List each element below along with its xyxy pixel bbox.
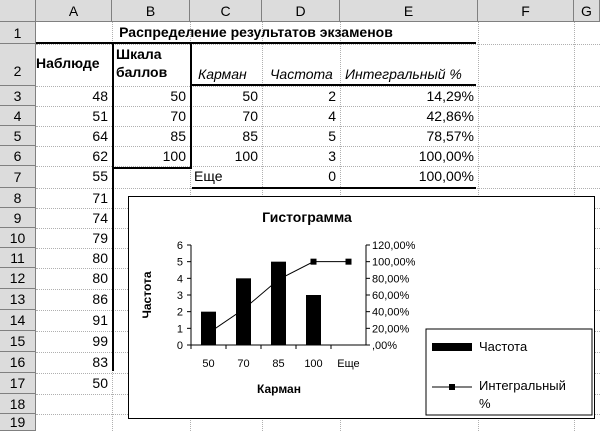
cell-observation[interactable]: 80 [92, 270, 108, 286]
cell-observation[interactable]: 51 [92, 108, 108, 124]
y2-tick-label: 100,00% [372, 256, 416, 269]
row-header-11[interactable]: 11 [0, 248, 36, 268]
y2-tick-label: 60,00% [372, 290, 410, 302]
y-tick-label: 3 [176, 290, 183, 302]
legend-swatch-frequency [432, 343, 472, 351]
x-tick-label: Еще [337, 358, 360, 370]
y2-tick-label: 120,00% [372, 240, 416, 252]
cell-observation[interactable]: 83 [92, 354, 108, 370]
y-axis-title: Частота [140, 271, 154, 319]
marker-cumulative [311, 259, 317, 265]
row-header-13[interactable]: 13 [0, 289, 36, 310]
x-tick-label: 85 [272, 358, 285, 370]
column-header-A[interactable]: A [36, 0, 112, 22]
cell-cumulative[interactable]: 14,29% [426, 88, 474, 104]
corner-cell[interactable] [0, 0, 36, 22]
marker-cumulative [346, 259, 352, 265]
sheet-title[interactable]: Распределение результатов экзаменов [119, 24, 393, 40]
legend-label-cumulative-line1: Интегральный [479, 378, 566, 393]
y-tick-label: 5 [176, 256, 183, 269]
row-header-7[interactable]: 7 [0, 166, 36, 188]
header-frequency[interactable]: Частота [270, 66, 333, 82]
cell-observation[interactable]: 79 [92, 230, 108, 246]
row-header-17[interactable]: 17 [0, 373, 36, 394]
cell-observation[interactable]: 64 [92, 128, 108, 144]
column-header-G[interactable]: G [574, 0, 600, 22]
bar-frequency [271, 262, 286, 345]
x-tick-label: 70 [237, 358, 250, 370]
cell-bin[interactable]: 100 [234, 148, 258, 164]
cell-scale[interactable]: 100 [162, 148, 186, 164]
row-header-18[interactable]: 18 [0, 394, 36, 414]
cell-scale[interactable]: 85 [170, 128, 186, 144]
column-header-E[interactable]: E [340, 0, 478, 22]
y2-tick-label: ,00% [372, 340, 398, 352]
row-header-8[interactable]: 8 [0, 188, 36, 208]
cell-observation[interactable]: 91 [92, 312, 108, 328]
row-header-3[interactable]: 3 [0, 86, 36, 106]
cell-observation[interactable]: 55 [92, 168, 108, 184]
chart-title: Гистограмма [262, 209, 352, 225]
cell-frequency[interactable]: 5 [328, 128, 336, 144]
column-header-B[interactable]: B [112, 0, 190, 22]
cell-observation[interactable]: 86 [92, 291, 108, 307]
cell-frequency[interactable]: 4 [328, 108, 336, 124]
header-scale-line1[interactable]: Шкала [116, 46, 162, 62]
header-bin[interactable]: Карман [198, 66, 247, 82]
row-header-5[interactable]: 5 [0, 126, 36, 146]
header-scale-line2[interactable]: баллов [116, 64, 168, 80]
cell-bin[interactable]: 85 [242, 128, 258, 144]
scale-range-border [112, 44, 192, 169]
cell-cumulative[interactable]: 100,00% [418, 168, 474, 184]
cell-cumulative[interactable]: 78,57% [426, 128, 474, 144]
cell-frequency[interactable]: 0 [328, 168, 336, 184]
row-header-10[interactable]: 10 [0, 228, 36, 248]
row-header-4[interactable]: 4 [0, 106, 36, 126]
row-header-14[interactable]: 14 [0, 310, 36, 331]
cell-scale[interactable]: 70 [170, 108, 186, 124]
header-cumulative[interactable]: Интегральный % [345, 66, 462, 82]
x-tick-label: 100 [304, 358, 323, 370]
y-tick-label: 0 [176, 340, 183, 352]
cell-cumulative[interactable]: 100,00% [418, 148, 474, 164]
x-tick-label: 50 [202, 358, 215, 370]
x-axis-title: Карман [257, 382, 301, 396]
y-tick-label: 1 [176, 323, 183, 336]
observations-range-border [36, 44, 114, 371]
cell-frequency[interactable]: 2 [328, 88, 336, 104]
y-tick-label: 6 [176, 240, 183, 252]
column-header-C[interactable]: C [190, 0, 262, 22]
cell-observation[interactable]: 50 [92, 375, 108, 391]
header-underline [192, 84, 476, 86]
row-header-1[interactable]: 1 [0, 22, 36, 44]
histogram-chart[interactable] [128, 196, 595, 419]
column-header-F[interactable]: F [478, 0, 574, 22]
cell-observation[interactable]: 62 [92, 148, 108, 164]
cell-observation[interactable]: 48 [92, 88, 108, 104]
y2-tick-label: 80,00% [372, 273, 410, 286]
cell-observation[interactable]: 80 [92, 250, 108, 266]
cell-observation[interactable]: 74 [92, 210, 108, 226]
y-tick-label: 2 [176, 306, 183, 319]
column-header-D[interactable]: D [262, 0, 340, 22]
cell-frequency[interactable]: 3 [328, 148, 336, 164]
row-header-2[interactable]: 2 [0, 44, 36, 86]
cell-scale[interactable]: 50 [170, 88, 186, 104]
cell-bin[interactable]: 50 [242, 88, 258, 104]
cell-bin[interactable]: 70 [242, 108, 258, 124]
row-header-9[interactable]: 9 [0, 208, 36, 228]
row-header-12[interactable]: 12 [0, 268, 36, 289]
table-bottom-line [192, 187, 476, 189]
bar-frequency [306, 295, 321, 345]
cell-cumulative[interactable]: 42,86% [426, 108, 474, 124]
legend-label-cumulative-line2: % [479, 396, 491, 411]
cell-bin[interactable]: Еще [194, 168, 223, 184]
cell-observation[interactable]: 71 [92, 190, 108, 206]
row-header-16[interactable]: 16 [0, 352, 36, 373]
legend-label-frequency: Частота [479, 339, 528, 354]
row-header-6[interactable]: 6 [0, 146, 36, 166]
bar-frequency [236, 278, 251, 345]
y2-tick-label: 40,00% [372, 306, 410, 319]
histogram-svg [129, 197, 594, 418]
header-observations[interactable]: Наблюде [36, 55, 100, 71]
y2-tick-label: 20,00% [372, 323, 410, 336]
y-tick-label: 4 [176, 273, 183, 286]
row-header-19[interactable]: 19 [0, 414, 36, 431]
cell-observation[interactable]: 99 [92, 333, 108, 349]
row-header-15[interactable]: 15 [0, 331, 36, 352]
bar-frequency [201, 312, 216, 345]
legend-marker-cumulative [449, 384, 455, 390]
